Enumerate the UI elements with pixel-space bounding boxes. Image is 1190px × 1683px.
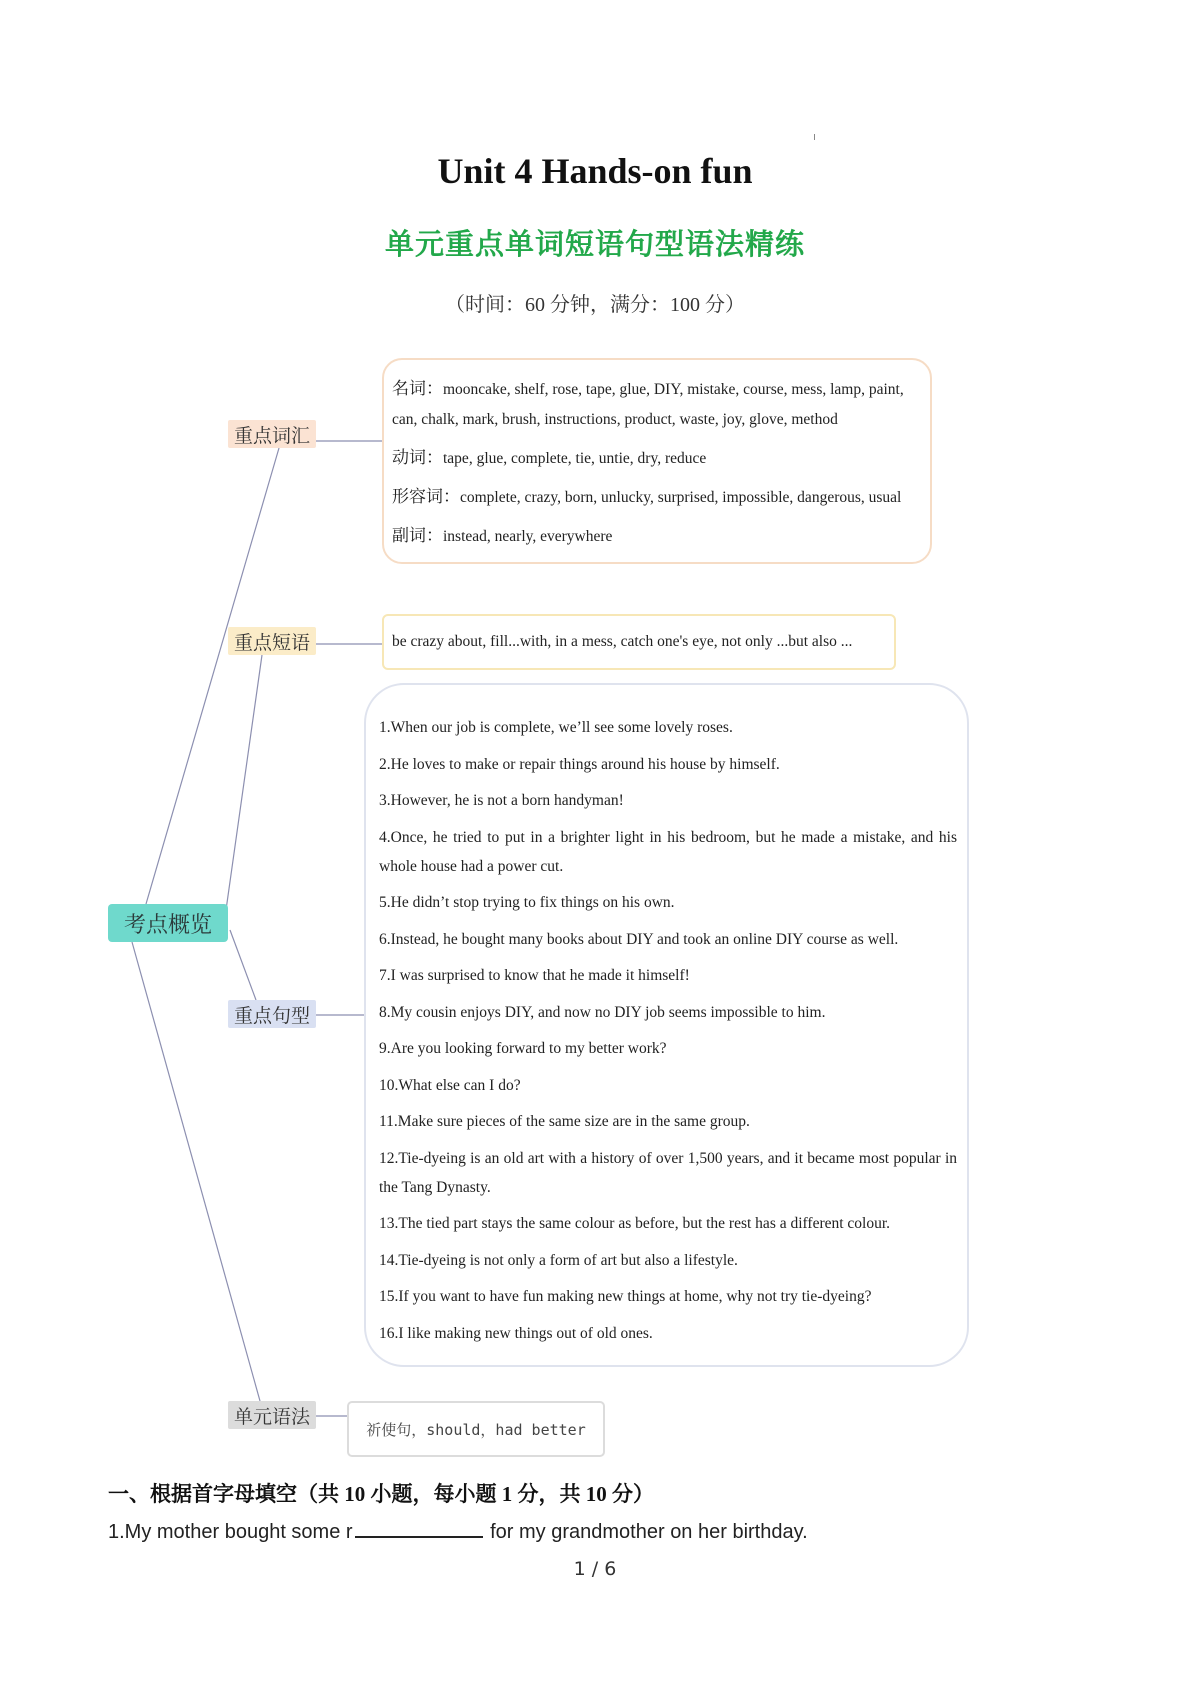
question-1-after: for my grandmother on her birthday. xyxy=(484,1521,808,1543)
noun-label: 名词： xyxy=(392,379,443,398)
noun-row xyxy=(392,374,922,405)
sentence-item: 12.Tie-dyeing is an old art with a history of over 1,500 years, and it became most popular in the Tang Dynasty. xyxy=(379,1149,957,1196)
sentence-item: 3.However, he is not a born handyman! xyxy=(379,792,624,809)
sentence-item: 1.When our job is complete, we’ll see some lovely roses. xyxy=(379,719,733,736)
sentence-item: 5.He didn’t stop trying to fix things on his own. xyxy=(379,894,675,911)
page-subtitle: 单元重点单词短语句型语法精练 xyxy=(384,229,805,261)
verb-row xyxy=(392,443,922,474)
verb-text: tape, glue, complete, tie, untie, dry, reduce xyxy=(443,450,707,467)
question-1-before: 1.My mother bought some r xyxy=(108,1521,353,1543)
mindmap-root: 考点概览 xyxy=(108,904,228,942)
sentence-item: 11.Make sure pieces of the same size are in the same group. xyxy=(379,1113,750,1130)
connector-root-phrases xyxy=(226,655,262,910)
page-number: 1 / 6 xyxy=(573,1558,617,1580)
sentence-item: 7.I was surprised to know that he made it himself! xyxy=(379,967,690,984)
sentence-item: 15.If you want to have fun making new things at home, why not try tie-dyeing? xyxy=(379,1288,872,1305)
sentence-item: 9.Are you looking forward to my better work? xyxy=(379,1040,667,1057)
noun-line-2: can, chalk, mark, brush, instructions, product, waste, joy, glove, method xyxy=(392,411,838,428)
sentences-box xyxy=(364,683,969,1367)
sentence-item: 8.My cousin enjoys DIY, and now no DIY job seems impossible to him. xyxy=(379,1003,826,1021)
verb-label: 动词： xyxy=(392,448,443,467)
branch-sentences: 重点句型 xyxy=(228,1000,316,1028)
section-heading: 一、根据首字母填空（共 10 小题，每小题 1 分，共 10 分） xyxy=(108,1482,654,1506)
time-info: （时间：60 分钟，满分：100 分） xyxy=(445,294,745,316)
page-title: Unit 4 Hands-on fun xyxy=(437,151,753,191)
phrases-text: be crazy about, fill...with, in a mess, catch one's eye, not only ...but also ... xyxy=(392,633,853,650)
branch-vocabulary: 重点词汇 xyxy=(228,420,316,448)
sentence-item: 2.He loves to make or repair things around his house by himself. xyxy=(379,755,780,773)
adj-label: 形容词： xyxy=(392,487,460,506)
noun-line-1: mooncake, shelf, rose, tape, glue, DIY, mistake, course, mess, lamp, paint, xyxy=(443,381,904,398)
branch-grammar: 单元语法 xyxy=(228,1401,316,1429)
adj-row xyxy=(392,482,922,513)
vocabulary-box xyxy=(382,358,932,564)
sentence-item: 14.Tie-dyeing is not only a form of art but also a lifestyle. xyxy=(379,1251,738,1269)
adv-label: 副词： xyxy=(392,526,443,545)
sentence-item: 13.The tied part stays the same colour as before, but the rest has a different colour. xyxy=(379,1215,891,1232)
adj-text: complete, crazy, born, unlucky, surprised, impossible, dangerous, usual xyxy=(460,489,902,506)
adv-row xyxy=(392,521,922,552)
phrases-box xyxy=(382,614,896,670)
grammar-box: 祈使句，should，had better xyxy=(347,1401,605,1457)
branch-phrases: 重点短语 xyxy=(228,627,316,655)
adv-text: instead, nearly, everywhere xyxy=(443,528,613,545)
connector-root-sentences xyxy=(230,930,256,1000)
question-1 xyxy=(108,1516,808,1544)
answer-blank[interactable] xyxy=(355,1516,483,1538)
sentence-item: 4.Once, he tried to put in a brighter light in his bedroom, but he made a mistake, and his whole house had a power cut. xyxy=(379,828,957,875)
sentence-item: 10.What else can I do? xyxy=(379,1076,521,1094)
sentence-item: 16.I like making new things out of old ones. xyxy=(379,1324,653,1342)
sentence-item: 6.Instead, he bought many books about DIY and took an online DIY course as well. xyxy=(379,930,899,948)
